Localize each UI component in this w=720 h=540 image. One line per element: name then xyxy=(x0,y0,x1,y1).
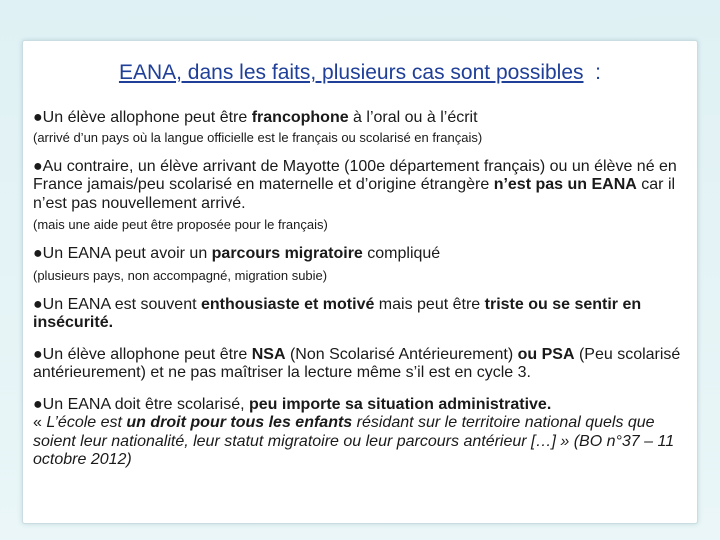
item-text: car il n’est pas nouvellement arrivé. xyxy=(33,176,676,212)
item-text: mais peut être xyxy=(374,295,485,313)
item-bold: parcours migratoire xyxy=(211,245,363,262)
slide xyxy=(22,40,698,524)
item-text: compliqué xyxy=(362,245,441,262)
title-main: EANA, dans les faits, plusieurs cas sont possibles xyxy=(118,61,584,84)
quote-text: L’école est xyxy=(46,414,127,431)
quote-bold: un droit pour tous les enfants xyxy=(126,414,353,431)
title-colon: : xyxy=(583,61,602,84)
item-bold: NSA xyxy=(251,345,286,363)
content xyxy=(33,109,683,470)
item-bold: peu importe sa situation administrative. xyxy=(248,395,552,413)
item-text: Un élève allophone peut être xyxy=(42,345,252,363)
bullet: ● xyxy=(33,109,43,126)
bullet: ● xyxy=(33,295,43,313)
item-text: Un EANA est souvent xyxy=(42,295,201,313)
item-note: (plusieurs pays, non accompagné, migration subie) xyxy=(33,267,328,283)
item-enthousiaste xyxy=(33,296,683,333)
item-bold: ou PSA xyxy=(517,345,575,363)
quote-open: « xyxy=(33,414,47,431)
item-note: (arrivé d’un pays où la langue officielle est le français ou scolarisé en français) xyxy=(33,129,483,145)
item-text: (Non Scolarisé Antérieurement) xyxy=(285,345,518,363)
item-bold: n’est pas un EANA xyxy=(493,176,637,193)
quote-text: résidant sur le territoire national quels que soient leur nationalité, leur statut migratoire ou leur parcours antérieur […] » (BO n°37 – 11 octobre 2012) xyxy=(33,414,675,468)
item-francophone xyxy=(33,109,683,145)
item-text: (Peu scolarisé antérieurement) et ne pas maîtriser la lecture même s’il est en cycle 3. xyxy=(33,345,681,381)
bullet: ● xyxy=(33,395,43,413)
bullet: ● xyxy=(33,345,43,363)
item-text: Au contraire, un élève arrivant de Mayotte (100e département français) ou un élève né en France jamais/peu scolarisé en maternelle et d’origine étrangère xyxy=(33,157,677,193)
bullet: ● xyxy=(33,245,43,262)
item-note: (mais une aide peut être proposée pour le français) xyxy=(33,217,328,232)
item-bold: triste ou se sentir en insécurité. xyxy=(33,295,642,331)
item-parcours xyxy=(33,245,683,283)
item-bold: francophone xyxy=(251,109,349,126)
item-text: Un EANA peut avoir un xyxy=(42,245,212,262)
item-nsa-psa xyxy=(33,346,683,383)
item-bold: enthousiaste et motivé xyxy=(200,295,375,313)
item-text: Un EANA doit être scolarisé, xyxy=(42,395,249,413)
item-mayotte xyxy=(33,158,683,233)
page-title xyxy=(23,61,697,85)
bullet: ● xyxy=(33,157,43,175)
item-text: à l’oral ou à l’écrit xyxy=(348,109,478,126)
item-text: Un élève allophone peut être xyxy=(42,109,252,126)
item-scolarise xyxy=(33,396,683,470)
